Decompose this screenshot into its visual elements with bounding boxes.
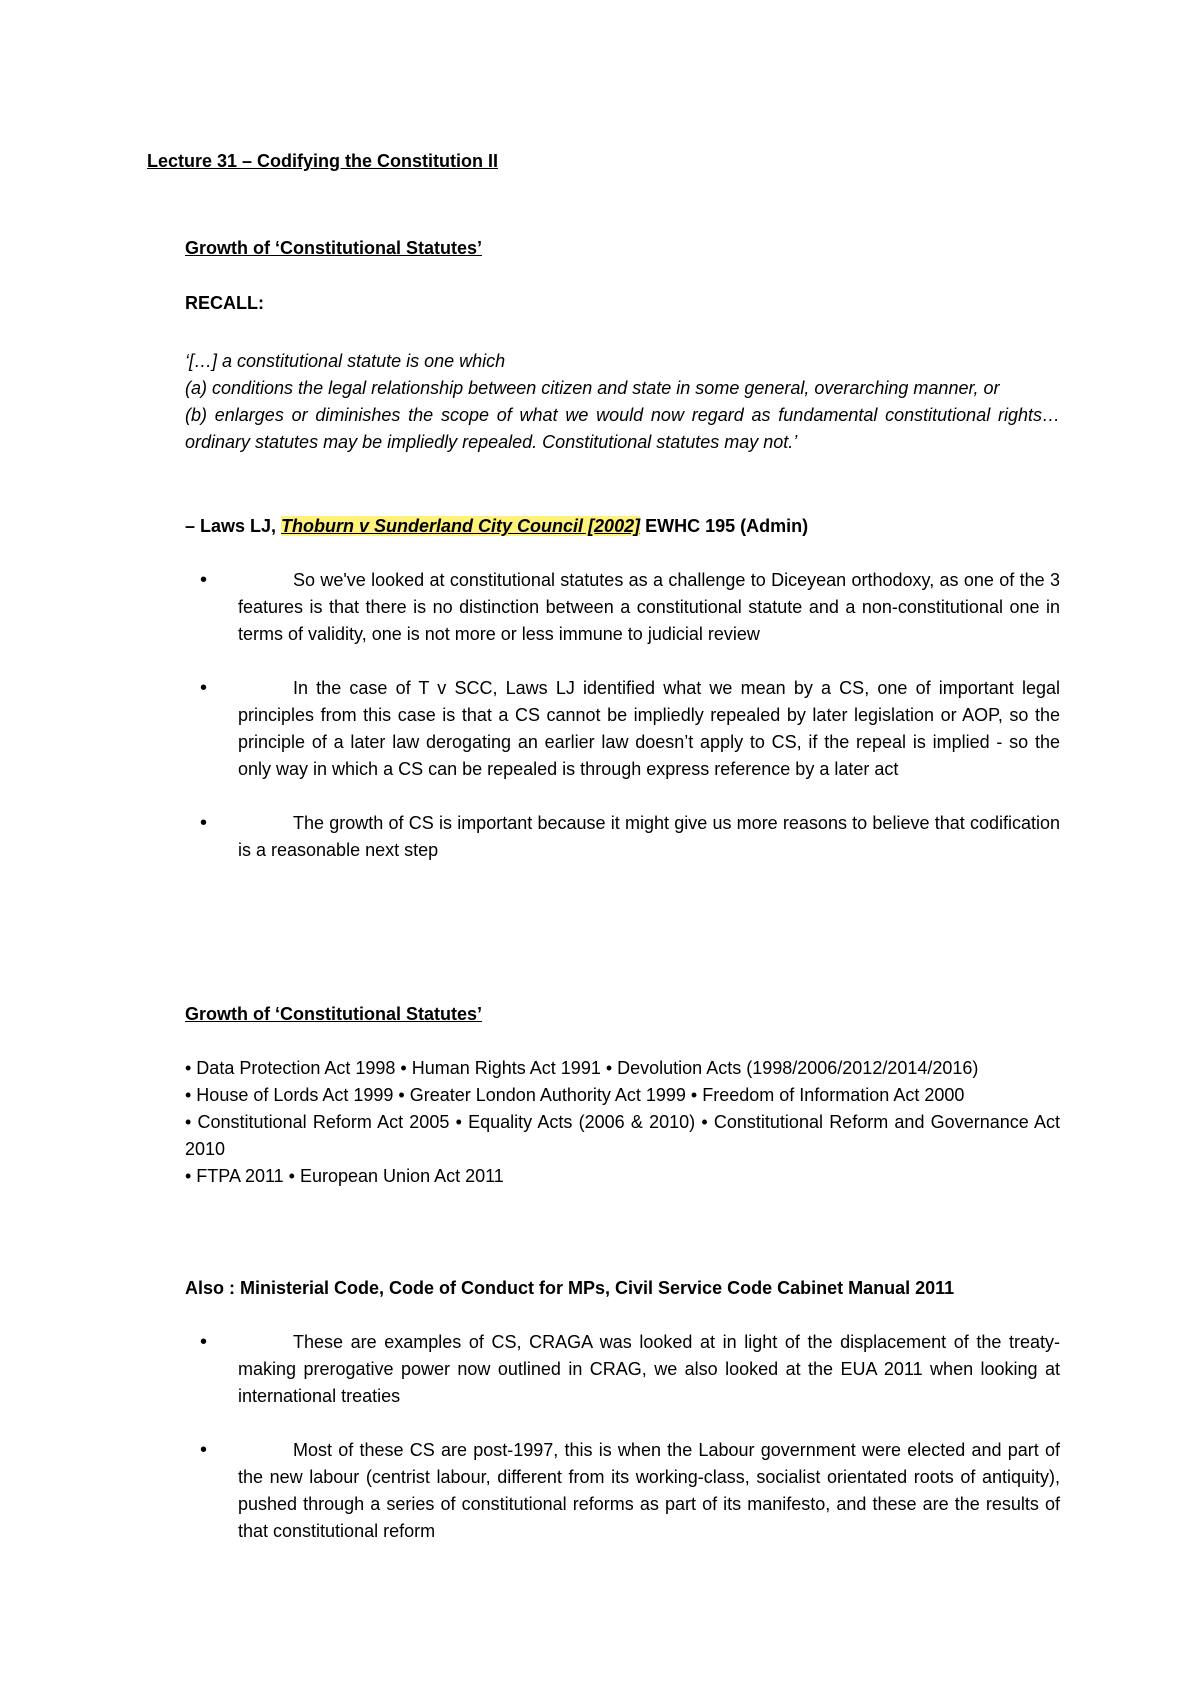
also-line: Also : Ministerial Code, Code of Conduct for MPs, Civil Service Code Cabinet Manual 2011 [185,1278,955,1298]
bullet-icon: • [200,677,208,699]
citation-suffix: EWHC 195 (Admin) [640,516,809,536]
list-item-text: So we've looked at constitutional statutes as a challenge to Diceyean orthodoxy, as one of the 3 features is that there is no distinction between a constitutional statute and a non-constitutional one in terms of validity, one is not more or less immune to judicial review [238,570,1060,644]
list-item-text: In the case of T v SCC, Laws LJ identified what we mean by a CS, one of important legal principles from this case is that a CS cannot be impliedly repealed by later legislation or AOP, so the principle of a later law derogating an earlier law doesn’t apply to CS, if the repeal is implied - so the only way in which a CS can be repealed is through express reference by a later act [238,678,1060,779]
quote-line: (a) conditions the legal relationship between citizen and state in some general, overarching manner, or [185,378,1000,398]
section-heading-growth-1: Growth of ‘Constitutional Statutes’ [185,238,482,258]
list-item-text: The growth of CS is important because it might give us more reasons to believe that codification is a reasonable next step [238,813,1060,860]
list-item [185,567,1060,648]
highlighted-case-name: Thoburn v Sunderland City Council [2002] [281,516,641,536]
bullet-list-2 [185,1329,1060,1545]
page-title: Lecture 31 – Codifying the Constitution II [147,151,499,171]
list-item [185,675,1060,783]
quote-block [185,348,1060,456]
citation-prefix: – Laws LJ, [185,516,282,536]
acts-line: • Data Protection Act 1998 • Human Rights Act 1991 • Devolution Acts (1998/2006/2012/2014/2016) [185,1058,979,1078]
recall-label: RECALL: [185,293,264,313]
list-item [185,1329,1060,1410]
quote-line: ‘[…] a constitutional statute is one which [185,351,506,371]
acts-line: • Constitutional Reform Act 2005 • Equality Acts (2006 & 2010) • Constitutional Reform and Governance Act 2010 [185,1112,1060,1159]
acts-line: • House of Lords Act 1999 • Greater London Authority Act 1999 • Freedom of Information Act 2000 [185,1085,965,1105]
acts-line: • FTPA 2011 • European Union Act 2011 [185,1166,504,1186]
bullet-icon: • [200,1331,208,1353]
list-item [185,1437,1060,1545]
acts-list [185,1055,1060,1190]
section-heading-growth-2: Growth of ‘Constitutional Statutes’ [185,1004,482,1024]
list-item [185,810,1060,864]
bullet-list-1 [185,567,1060,864]
case-citation [185,513,808,540]
bullet-icon: • [200,812,208,834]
quote-line: (b) enlarges or diminishes the scope of what we would now regard as fundamental constitutional rights…ordinary statutes may be impliedly repealed. Constitutional statutes may not.’ [185,405,1060,452]
list-item-text: Most of these CS are post-1997, this is when the Labour government were elected and part of the new labour (centrist labour, different from its working-class, socialist orientated roots of antiquity), pushed through a series of constitutional reforms as part of its manifesto, and these are the results of that constitutional reform [238,1440,1060,1541]
bullet-icon: • [200,569,208,591]
bullet-icon: • [200,1439,208,1461]
list-item-text: These are examples of CS, CRAGA was looked at in light of the displacement of the treaty-making prerogative power now outlined in CRAG, we also looked at the EUA 2011 when looking at international treaties [238,1332,1060,1406]
